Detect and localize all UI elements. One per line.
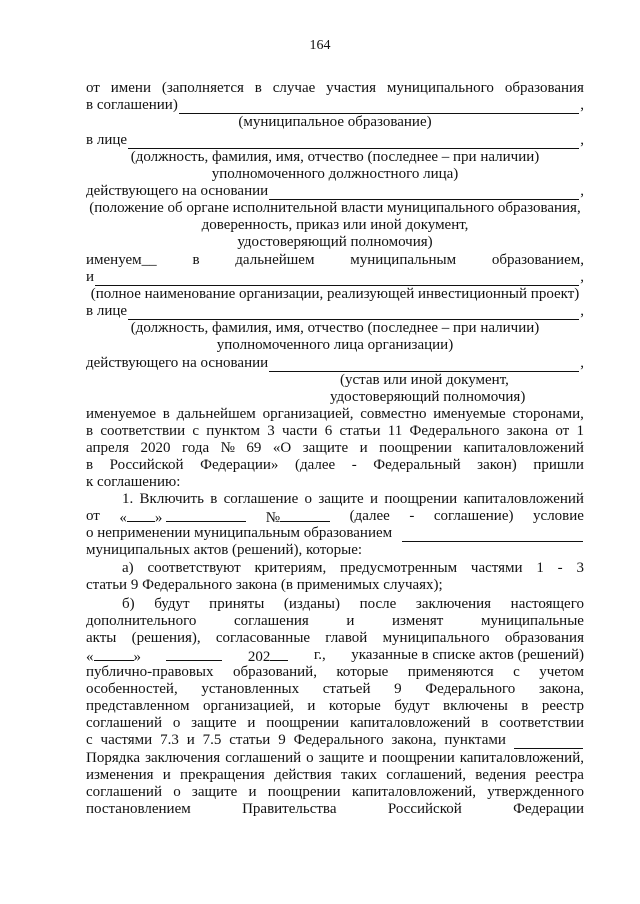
word: 1. bbox=[122, 491, 134, 507]
comma: , bbox=[580, 355, 584, 371]
word: именуемое bbox=[86, 406, 156, 422]
line-22 bbox=[86, 440, 584, 457]
word: закона bbox=[506, 423, 549, 439]
word: Федерации» bbox=[200, 457, 279, 473]
blank-basis bbox=[269, 186, 579, 200]
word: частями bbox=[470, 560, 523, 576]
word: предусмотренным bbox=[340, 560, 458, 576]
line-35 bbox=[86, 664, 584, 681]
word: и bbox=[307, 698, 316, 714]
word: с bbox=[513, 664, 520, 680]
word: в bbox=[521, 698, 529, 714]
word: от bbox=[555, 423, 570, 439]
word: реестра bbox=[535, 767, 584, 783]
word: поощрении bbox=[267, 784, 341, 800]
word: б) bbox=[122, 596, 135, 612]
blank-points bbox=[514, 735, 583, 749]
word: капиталовложений, bbox=[351, 784, 477, 800]
line-32 bbox=[86, 613, 584, 630]
word: защите bbox=[191, 715, 237, 731]
word: реестр bbox=[541, 698, 584, 714]
word: капиталовложений bbox=[463, 491, 584, 507]
word: поощрении bbox=[381, 750, 455, 766]
word: дополнительного bbox=[86, 613, 197, 629]
word: статьи bbox=[339, 423, 381, 439]
line-04 bbox=[86, 132, 584, 149]
word: 7.3 bbox=[160, 732, 179, 748]
text-non-application: о неприменении муниципальным образованием bbox=[86, 525, 393, 541]
text-hereinafter: (далее bbox=[349, 508, 390, 524]
word: 3 bbox=[576, 560, 584, 576]
word: защите bbox=[302, 440, 349, 456]
word: прекращения bbox=[180, 767, 265, 783]
word: случае bbox=[272, 80, 316, 96]
word: после bbox=[359, 596, 397, 612]
word: образования bbox=[504, 630, 584, 646]
caption-certifying: удостоверяющий полномочия) bbox=[237, 234, 433, 250]
word: статьей bbox=[322, 681, 371, 697]
line-07 bbox=[86, 183, 584, 200]
word: постановлением bbox=[86, 801, 191, 817]
word: капиталовложений bbox=[349, 715, 471, 731]
line-11 bbox=[86, 252, 584, 269]
caption-position-name: (должность, фамилия, имя, отчество (последнее – при наличии) bbox=[130, 149, 540, 165]
word: приняты bbox=[209, 596, 265, 612]
word: муниципальным bbox=[350, 252, 457, 268]
year-prefix: 202 bbox=[247, 649, 271, 665]
word: 9 bbox=[394, 681, 402, 697]
word: Федерального bbox=[409, 423, 500, 439]
word: защите bbox=[191, 784, 238, 800]
word: № bbox=[220, 440, 235, 456]
word: «О bbox=[272, 440, 292, 456]
line-34-rest: указанные в списке актов (решений) bbox=[351, 647, 584, 663]
word: образований, bbox=[232, 664, 317, 680]
line-39-text bbox=[86, 732, 506, 749]
comma: , bbox=[580, 269, 584, 285]
word: статьи bbox=[229, 732, 271, 748]
word: защите bbox=[318, 750, 364, 766]
blank-day bbox=[127, 508, 155, 522]
text-in-person-2: в лице bbox=[86, 303, 128, 319]
word: которые bbox=[336, 664, 389, 680]
line-34 bbox=[86, 647, 584, 664]
word: поощрении bbox=[379, 440, 452, 456]
word: о bbox=[172, 715, 181, 731]
line-20 bbox=[86, 406, 584, 423]
line-43 bbox=[86, 801, 584, 818]
line-38 bbox=[86, 715, 584, 732]
word: (далее bbox=[294, 457, 336, 473]
text-condition: условие bbox=[533, 508, 584, 524]
comma: , bbox=[580, 97, 584, 113]
word: образованием, bbox=[491, 252, 584, 268]
blank-basis-2 bbox=[269, 358, 579, 372]
caption-org-authorized: уполномоченного лица организации) bbox=[216, 337, 454, 353]
word: Федеральный bbox=[373, 457, 461, 473]
line-02 bbox=[86, 97, 584, 114]
word: действия bbox=[274, 767, 332, 783]
caption-position-name-2: (должность, фамилия, имя, отчество (последнее – при наличии) bbox=[130, 320, 540, 336]
line-01 bbox=[86, 80, 584, 97]
text-in-agreement: в соглашении) bbox=[86, 97, 178, 113]
line-21 bbox=[86, 423, 584, 440]
word: заключения bbox=[415, 596, 492, 612]
blank-number bbox=[280, 508, 330, 522]
word: о bbox=[306, 750, 314, 766]
word: от bbox=[86, 80, 100, 96]
text-in-person: в лице bbox=[86, 132, 128, 148]
word: пришли bbox=[533, 457, 584, 473]
word: капиталовложений bbox=[463, 440, 584, 456]
word: включены bbox=[443, 698, 508, 714]
word: критериям, bbox=[254, 560, 327, 576]
caption-charter: (устав или иной документ, bbox=[340, 372, 509, 388]
word: соглашение bbox=[223, 491, 299, 507]
comma: , bbox=[580, 183, 584, 199]
word: Федерации bbox=[513, 801, 584, 817]
line-17 bbox=[86, 355, 584, 372]
blank-organization bbox=[95, 272, 579, 286]
word: поощрении bbox=[266, 715, 340, 731]
word: пунктом bbox=[206, 423, 260, 439]
word: в bbox=[210, 491, 218, 507]
text-from: от bbox=[86, 508, 100, 524]
word: соглашений bbox=[86, 784, 162, 800]
number-sign: № bbox=[265, 510, 281, 526]
word: главой bbox=[325, 630, 368, 646]
line-14 bbox=[86, 303, 584, 320]
word: Правительства bbox=[242, 801, 337, 817]
word: года bbox=[182, 440, 210, 456]
line-23 bbox=[86, 457, 584, 474]
word: в bbox=[192, 252, 200, 268]
quote-close: » bbox=[133, 649, 141, 665]
word: - bbox=[351, 457, 357, 473]
word: 2020 bbox=[140, 440, 171, 456]
blank-official bbox=[128, 135, 579, 149]
word: образования bbox=[504, 80, 584, 96]
line-27 bbox=[86, 525, 584, 542]
blank-day-2 bbox=[94, 647, 134, 661]
word: учетом bbox=[539, 664, 584, 680]
word: 3 bbox=[267, 423, 275, 439]
word: 1 bbox=[576, 423, 584, 439]
word: и bbox=[186, 732, 195, 748]
word: муниципальные bbox=[480, 613, 584, 629]
text-acting-basis: действующего на основании bbox=[86, 183, 269, 199]
line-33 bbox=[86, 630, 584, 647]
word: сторонами, bbox=[512, 406, 584, 422]
date-field bbox=[119, 508, 246, 525]
word: изменения bbox=[86, 767, 154, 783]
word: настоящего bbox=[510, 596, 584, 612]
blank-municipality bbox=[179, 100, 579, 114]
line-12 bbox=[86, 269, 584, 286]
comma: , bbox=[580, 303, 584, 319]
word: о bbox=[173, 784, 181, 800]
word: имени bbox=[110, 80, 151, 96]
word: именуем__ bbox=[86, 252, 157, 268]
word: в bbox=[162, 406, 170, 422]
word: соответствуют bbox=[147, 560, 241, 576]
word: муниципального bbox=[382, 630, 490, 646]
text-and: и bbox=[86, 269, 95, 285]
word: закона, bbox=[391, 732, 437, 748]
word: участия bbox=[326, 80, 376, 96]
text-acting-basis-2: действующего на основании bbox=[86, 355, 269, 371]
blank-month-year bbox=[166, 508, 246, 522]
word: Порядка bbox=[86, 750, 141, 766]
word: акты bbox=[86, 630, 117, 646]
word: 69 bbox=[246, 440, 262, 456]
line-39 bbox=[86, 732, 584, 749]
dash: - bbox=[409, 508, 415, 524]
word: 6 bbox=[324, 423, 333, 439]
word: таких bbox=[340, 767, 378, 783]
word: Федерального bbox=[293, 732, 384, 748]
caption-certifying-2: удостоверяющий полномочия) bbox=[330, 389, 526, 405]
line-24: к соглашению: bbox=[86, 474, 181, 490]
word: Включить bbox=[139, 491, 204, 507]
year-field bbox=[248, 647, 289, 664]
word: соглашений bbox=[225, 750, 302, 766]
word: установленных bbox=[201, 681, 300, 697]
word: а) bbox=[122, 560, 134, 576]
line-41 bbox=[86, 767, 584, 784]
quote-open: « bbox=[119, 510, 127, 526]
word: и bbox=[248, 784, 257, 800]
word: частями bbox=[100, 732, 153, 748]
line-29 bbox=[122, 560, 584, 577]
word: Федерального bbox=[425, 681, 516, 697]
word: защите bbox=[318, 491, 364, 507]
word: и bbox=[247, 715, 256, 731]
blank-municipality-2 bbox=[402, 528, 583, 542]
word: организацией, bbox=[262, 406, 354, 422]
word: соглашений, bbox=[386, 767, 467, 783]
word: дальнейшем bbox=[235, 252, 315, 268]
line-28: муниципальных актов (решений), которые: bbox=[86, 542, 363, 558]
word: Российской bbox=[109, 457, 184, 473]
word: 9 bbox=[278, 732, 286, 748]
word: и bbox=[370, 491, 379, 507]
word: Российской bbox=[387, 801, 462, 817]
blank-org-official bbox=[128, 306, 579, 320]
word: в bbox=[254, 80, 262, 96]
blank-year bbox=[270, 647, 288, 661]
caption-power-of-attorney: доверенность, приказ или иной документ, bbox=[201, 217, 469, 233]
word: в bbox=[86, 423, 94, 439]
text-agreement: соглашение) bbox=[433, 508, 514, 524]
word: которые bbox=[328, 698, 381, 714]
line-37 bbox=[86, 698, 584, 715]
word: соответствии bbox=[100, 423, 186, 439]
word: в bbox=[481, 715, 489, 731]
text-year-abbr: г., bbox=[313, 647, 326, 663]
word: (заполняется bbox=[161, 80, 244, 96]
word: будут bbox=[154, 596, 190, 612]
word: публично-правовых bbox=[86, 664, 214, 680]
quote-close: » bbox=[154, 510, 163, 526]
word: особенностей, bbox=[86, 681, 178, 697]
word: утвержденного bbox=[487, 784, 584, 800]
quote-open: « bbox=[86, 649, 94, 665]
word: 7.5 bbox=[202, 732, 222, 748]
word: и bbox=[368, 750, 377, 766]
word: соответствии bbox=[499, 715, 584, 731]
word: (изданы) bbox=[283, 596, 340, 612]
word: 11 bbox=[387, 423, 403, 439]
page-number: 164 bbox=[309, 38, 331, 53]
word: (решения), bbox=[131, 630, 201, 646]
word: будут bbox=[394, 698, 430, 714]
word: с bbox=[86, 732, 93, 748]
approval-date-field bbox=[86, 647, 141, 664]
caption-organization-name: (полное наименование организации, реализующей инвестиционный проект) bbox=[90, 286, 580, 302]
word: апреля bbox=[86, 440, 130, 456]
caption-regulation: (положение об органе исполнительной власти муниципального образования, bbox=[89, 200, 581, 216]
word: - bbox=[557, 560, 563, 576]
word: закона, bbox=[538, 681, 584, 697]
word: капиталовложений, bbox=[459, 750, 584, 766]
word: применяются bbox=[407, 664, 494, 680]
word: организацией, bbox=[202, 698, 294, 714]
comma: , bbox=[580, 132, 584, 148]
word: о bbox=[304, 491, 313, 507]
word: части bbox=[282, 423, 318, 439]
word: и bbox=[359, 440, 368, 456]
caption-municipality: (муниципальное образование) bbox=[238, 114, 432, 130]
word: и bbox=[346, 613, 355, 629]
word: с bbox=[192, 423, 200, 439]
word: ведения bbox=[475, 767, 526, 783]
word: именуемые bbox=[433, 406, 506, 422]
blank-month-2 bbox=[166, 647, 222, 661]
word: дальнейшем bbox=[176, 406, 256, 422]
word: совместно bbox=[360, 406, 427, 422]
line-30: статьи 9 Федерального закона (в применимых случаях); bbox=[86, 577, 443, 593]
line-40 bbox=[86, 750, 584, 767]
word: поощрении bbox=[384, 491, 458, 507]
line-25 bbox=[122, 491, 584, 508]
word: изменят bbox=[391, 613, 444, 629]
word: в bbox=[86, 457, 94, 473]
word: муниципального bbox=[386, 80, 494, 96]
line-26 bbox=[86, 508, 584, 525]
number-field bbox=[266, 508, 330, 525]
caption-authorized-official: уполномоченного должностного лица) bbox=[211, 166, 459, 182]
word: соглашений bbox=[86, 715, 162, 731]
word: согласованные bbox=[215, 630, 311, 646]
word: заключения bbox=[145, 750, 221, 766]
line-31 bbox=[122, 596, 584, 613]
word: закон) bbox=[477, 457, 517, 473]
line-36 bbox=[86, 681, 584, 698]
word: представленном bbox=[86, 698, 190, 714]
word: и bbox=[162, 767, 171, 783]
word: пунктами bbox=[444, 732, 506, 748]
line-42 bbox=[86, 784, 584, 801]
word: 1 bbox=[536, 560, 544, 576]
word: соглашения bbox=[233, 613, 309, 629]
